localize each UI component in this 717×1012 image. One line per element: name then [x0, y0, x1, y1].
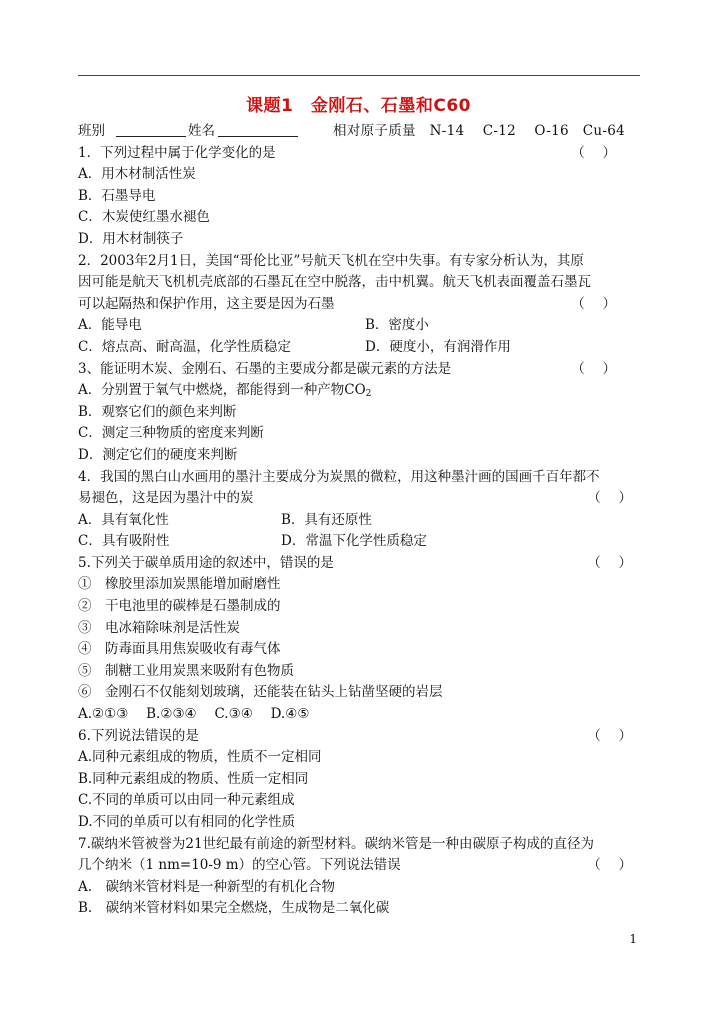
question-5-item: ⑤ 制糖工业用炭黑来吸附有色物质 [78, 662, 294, 679]
question-1-option-c: C．木炭使红墨水褪色 [78, 209, 210, 226]
page-title: 课题1 金刚石、石墨和C60 [246, 96, 471, 116]
question-3-option-c: C．测定三种物质的密度来判断 [78, 425, 264, 442]
question-2-stem-line: 可以起隔热和保护作用，这主要是因为石墨 （ ） [78, 294, 640, 316]
question-6-stem: 6.下列说法错误的是 （ ） [78, 726, 640, 748]
question-6-option-d: D.不同的单质可以有相同的化学性质 [78, 814, 296, 830]
page-number: 1 [629, 932, 637, 946]
question-4-option-c: C．具有吸附性 [78, 533, 170, 550]
question-2-options-row-1 [78, 315, 640, 337]
question-7-stem-line: 几个纳米（1 nm=10-9 m）的空心管。下列说法错误 （ ） [78, 855, 640, 877]
question-2-option-b: B．密度小 [365, 317, 429, 334]
question-5-item: ④ 防毒面具用焦炭吸收有毒气体 [78, 641, 281, 658]
question-7-option-b: B. 碳纳米管材料如果完全燃烧，生成物是二氧化碳 [78, 900, 390, 917]
worksheet-body [78, 121, 640, 920]
question-3-option-b: B．观察它们的颜色来判断 [78, 403, 237, 420]
question-5-item: ③ 电冰箱除味剂是活性炭 [78, 619, 240, 636]
question-2-stem-line: 因可能是航天飞机机壳底部的石墨瓦在空中脱落，击中机翼。航天飞机表面覆盖石墨瓦 [78, 274, 591, 291]
question-3-stem: 3、能证明木炭、金刚石、石墨的主要成分都是碳元素的方法是 （ ） [78, 359, 640, 381]
question-4-option-d: D．常温下化学性质稳定 [281, 533, 427, 550]
question-2-option-a: A．能导电 [78, 317, 142, 334]
question-2-options-row-2 [78, 337, 640, 359]
answer-paren: （ ） [587, 490, 632, 507]
question-3-option-d: D．测定它们的硬度来判断 [78, 446, 238, 463]
question-6-option-a: A.同种元素组成的物质，性质不一定相同 [78, 749, 322, 766]
class-label: 班别 [78, 123, 105, 139]
header-rule [78, 75, 640, 76]
answer-paren: （ ） [587, 554, 632, 571]
name-label: 姓名 [188, 123, 215, 139]
question-6-option-b: B.同种元素组成的物质、性质一定相同 [78, 770, 309, 787]
question-4-option-b: B．具有还原性 [281, 511, 372, 528]
question-1-option-a: A．用木材制活性炭 [78, 166, 196, 183]
answer-paren: （ ） [571, 295, 616, 312]
question-2-option-c: C．熔点高、耐高温，化学性质稳定 [78, 338, 291, 355]
question-2-stem-line: 2．2003年2月1日，美国“哥伦比亚”号航天飞机在空中失事。有专家分析认为，其原 [78, 252, 584, 269]
question-5-item: ⑥ 金刚石不仅能刻划玻璃，还能装在钻头上钻凿坚硬的岩层 [78, 684, 443, 701]
question-3-option-a: A．分别置于氧气中燃烧，都能得到一种产物$CO_2$ [78, 382, 372, 400]
name-blank[interactable] [218, 136, 298, 137]
question-6-option-c: C.不同的单质可以由同一种元素组成 [78, 792, 295, 809]
question-5-item: ① 橡胶里添加炭黑能增加耐磨性 [78, 576, 281, 593]
question-7-stem-line: 7.碳纳米管被誉为21世纪最有前途的新型材料。碳纳米管是一种由碳原子构成的直径为 [78, 835, 595, 852]
question-5-answers: A.②①③ B.②③④ C.③④ D.④⑤ [78, 706, 310, 723]
atomic-mass-info: 相对原子质量 N-14 C-12 O-16 Cu-64 [333, 123, 625, 139]
question-1-option-b: B．石墨导电 [78, 187, 156, 204]
answer-paren: （ ） [571, 144, 616, 161]
question-1-option-d: D．用木材制筷子 [78, 230, 184, 247]
question-4-stem-line: 4．我国的黑白山水画用的墨汁主要成分为炭黑的微粒，用这种墨汁画的国画千百年都不 [78, 468, 600, 485]
question-2-option-d: D．硬度小，有润滑作用 [365, 338, 511, 355]
question-4-stem-line: 易褪色，这是因为墨汁中的炭 （ ） [78, 488, 640, 510]
question-7-option-a: A. 碳纳米管材料是一种新型的有机化合物 [78, 878, 336, 895]
subscript: 2 [365, 389, 372, 400]
question-1-stem: 1．下列过程中属于化学变化的是 （ ） [78, 143, 640, 165]
question-4-options-row-1 [78, 510, 640, 532]
answer-paren: （ ） [587, 727, 632, 744]
student-info-row [78, 121, 640, 143]
question-4-options-row-2 [78, 531, 640, 553]
question-5-item: ② 干电池里的碳棒是石墨制成的 [78, 598, 281, 615]
question-4-option-a: A．具有氧化性 [78, 511, 169, 528]
answer-paren: （ ） [571, 360, 616, 377]
question-5-stem: 5.下列关于碳单质用途的叙述中，错误的是 （ ） [78, 553, 640, 575]
answer-paren: （ ） [587, 857, 632, 874]
class-blank[interactable] [116, 136, 186, 137]
